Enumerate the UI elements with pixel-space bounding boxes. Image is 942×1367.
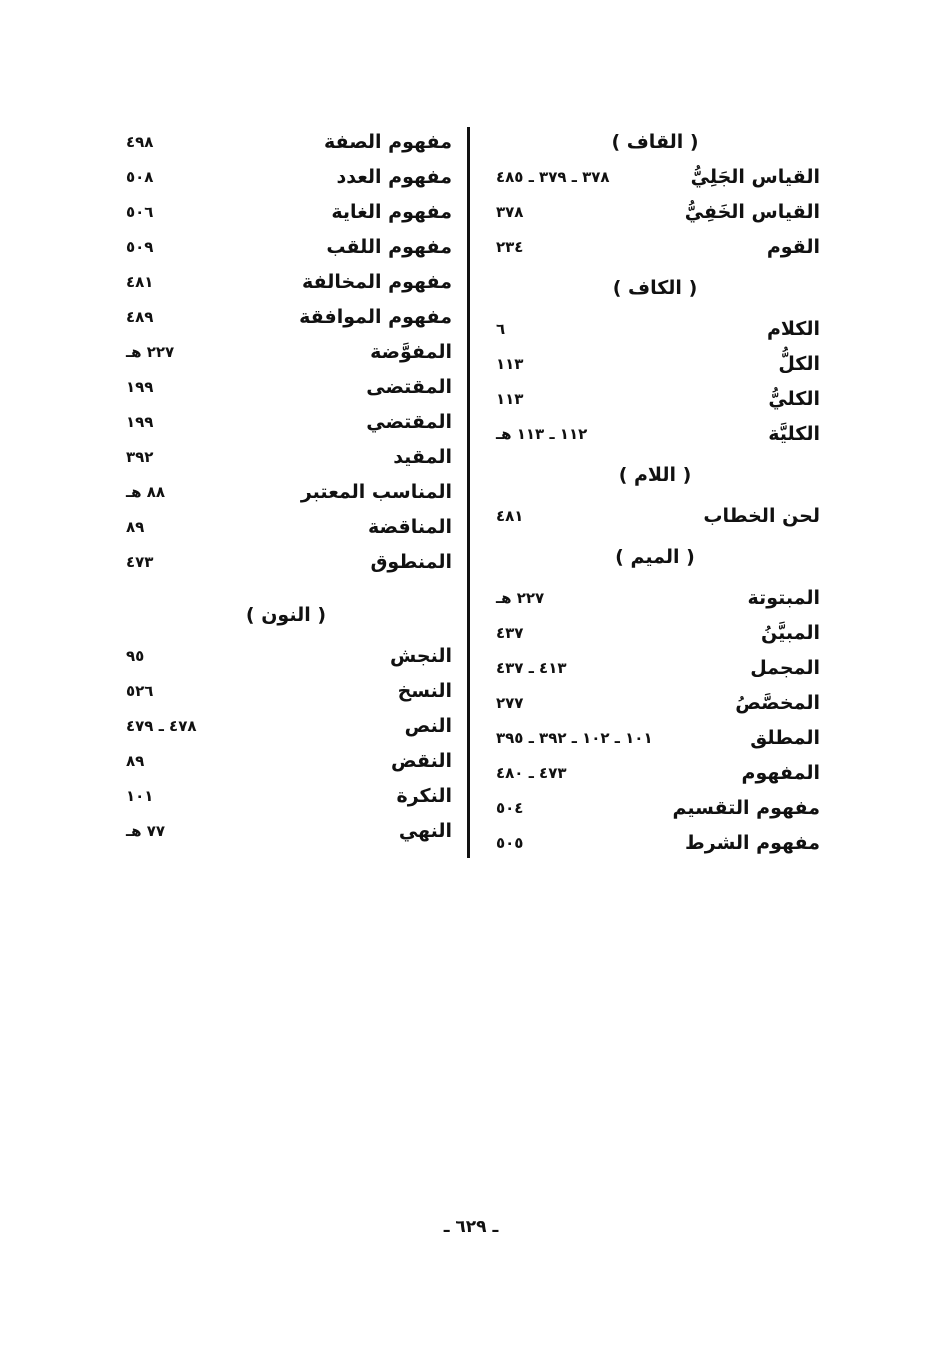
page-references: ٤٩٨ — [126, 133, 154, 151]
page-references: ٥٢٦ — [126, 682, 154, 700]
page-references: ٤١٣ ـ ٤٣٧ — [496, 659, 567, 677]
index-term: مفهوم العدد — [336, 166, 452, 188]
page-references: ٣٧٨ — [496, 203, 524, 221]
index-term: النسخ — [397, 680, 452, 702]
index-term: مفهوم المخالفة — [302, 271, 452, 293]
page-references: ٢٣٤ — [496, 238, 524, 256]
index-entry — [120, 440, 452, 475]
index-entry — [120, 195, 452, 230]
index-entry — [120, 709, 452, 744]
page-references: ٤٨١ — [126, 273, 154, 291]
page-references: ٥٠٩ — [126, 238, 154, 256]
page-references: ١٩٩ — [126, 413, 154, 431]
section-spacer — [120, 580, 452, 592]
index-entry — [490, 312, 820, 347]
index-entry — [120, 545, 452, 580]
index-entry — [120, 814, 452, 849]
index-entry — [120, 510, 452, 545]
index-term: مفهوم اللقب — [326, 236, 452, 258]
index-entry — [120, 335, 452, 370]
page-references: ٢٢٧ هـ — [126, 343, 175, 361]
index-entry — [490, 382, 820, 417]
index-term: المقتضي — [366, 411, 452, 433]
page-references: ١٠١ — [126, 787, 154, 805]
page-references: ١١٣ — [496, 390, 524, 408]
index-term: مفهوم الغاية — [331, 201, 452, 223]
page-references: ٧٧ هـ — [126, 822, 166, 840]
column-divider — [467, 127, 470, 858]
page-references: ٦ — [496, 320, 506, 338]
index-term: مفهوم التقسيم — [672, 797, 820, 819]
page-references: ٤٨١ — [496, 507, 524, 525]
page-references: ٤٧٨ ـ ٤٧٩ — [126, 717, 197, 735]
page-references: ٥٠٦ — [126, 203, 154, 221]
index-entry — [490, 651, 820, 686]
index-entry — [490, 616, 820, 651]
index-term: مفهوم الموافقة — [299, 306, 452, 328]
index-entry — [120, 674, 452, 709]
index-term: المطلق — [750, 727, 820, 749]
index-term: النهي — [398, 820, 452, 842]
section-heading: ( الكاف ) — [612, 277, 698, 299]
index-term: المناقضة — [368, 516, 452, 538]
page-references: ٥٠٤ — [496, 799, 524, 817]
index-term: المنطوق — [370, 551, 452, 573]
section-heading: ( اللام ) — [618, 464, 692, 486]
index-term: الكليُّ — [768, 388, 820, 410]
index-entry — [120, 300, 452, 335]
index-column-left — [120, 125, 452, 849]
index-term: القياس الخَفِيُّ — [684, 201, 820, 223]
section-heading: ( القاف ) — [611, 131, 699, 153]
index-term: المفوَّضة — [370, 341, 452, 363]
page-references: ٨٨ هـ — [126, 483, 166, 501]
page-references: ٣٧٨ ـ ٣٧٩ ـ ٤٨٥ — [496, 168, 610, 186]
index-term: النص — [404, 715, 452, 737]
index-entry — [490, 791, 820, 826]
index-entry — [490, 721, 820, 756]
index-entry — [120, 265, 452, 300]
index-term: المبتوتة — [747, 587, 820, 609]
page-references: ٤٣٧ — [496, 624, 524, 642]
page-references: ٤٨٩ — [126, 308, 154, 326]
index-term: المناسب المعتبر — [300, 481, 452, 503]
index-term: المقيد — [393, 446, 452, 468]
index-entry — [120, 160, 452, 195]
page-references: ٩٥ — [126, 647, 145, 665]
page-references: ٥٠٨ — [126, 168, 154, 186]
index-entry — [490, 230, 820, 265]
index-term: المخصَّصُ — [735, 692, 820, 714]
page-number: ـ ٦٢٩ ـ — [443, 1217, 499, 1237]
page-references: ٣٩٢ — [126, 448, 154, 466]
index-term: النجش — [390, 645, 452, 667]
page-references: ١٩٩ — [126, 378, 154, 396]
page-references: ١١٢ ـ ١١٣ هـ — [496, 425, 588, 443]
index-entry — [490, 160, 820, 195]
index-entry — [120, 779, 452, 814]
index-term: المبيَّنُ — [761, 622, 820, 644]
index-entry — [490, 581, 820, 616]
page-references: ٢٢٧ هـ — [496, 589, 545, 607]
index-entry — [490, 347, 820, 382]
index-entry — [120, 744, 452, 779]
index-entry — [120, 125, 452, 160]
index-term: القوم — [766, 236, 820, 258]
index-entry — [120, 475, 452, 510]
index-entry — [490, 686, 820, 721]
index-entry — [490, 195, 820, 230]
index-column-right — [490, 125, 820, 861]
index-entry — [490, 417, 820, 452]
index-term: المقتضى — [366, 376, 452, 398]
index-entry — [120, 370, 452, 405]
section-heading: ( النون ) — [245, 604, 327, 626]
page-references: ١٠١ ـ ١٠٢ ـ ٣٩٢ ـ ٣٩٥ — [496, 729, 653, 747]
index-entry — [490, 756, 820, 791]
page-references: ٢٧٧ — [496, 694, 524, 712]
index-term: النقض — [391, 750, 452, 772]
index-entry — [490, 499, 820, 534]
index-entry — [120, 405, 452, 440]
index-term: الكلُّ — [778, 353, 820, 375]
page-references: ٥٠٥ — [496, 834, 524, 852]
index-term: المفهوم — [741, 762, 820, 784]
index-term: الكليَّة — [768, 423, 820, 445]
index-term: الكلام — [766, 318, 820, 340]
index-entry — [490, 826, 820, 861]
page-references: ٨٩ — [126, 518, 145, 536]
index-entry — [120, 230, 452, 265]
page-references: ٤٧٣ — [126, 553, 154, 571]
page-references: ٤٧٣ ـ ٤٨٠ — [496, 764, 567, 782]
page-references: ١١٣ — [496, 355, 524, 373]
index-term: المجمل — [750, 657, 820, 679]
index-term: النكرة — [396, 785, 452, 807]
index-entry — [120, 639, 452, 674]
index-term: القياس الجَلِيُّ — [690, 166, 820, 188]
index-term: لحن الخطاب — [703, 505, 820, 527]
section-heading: ( الميم ) — [615, 546, 695, 568]
index-term: مفهوم الصفة — [324, 131, 452, 153]
page-references: ٨٩ — [126, 752, 145, 770]
index-term: مفهوم الشرط — [685, 832, 820, 854]
